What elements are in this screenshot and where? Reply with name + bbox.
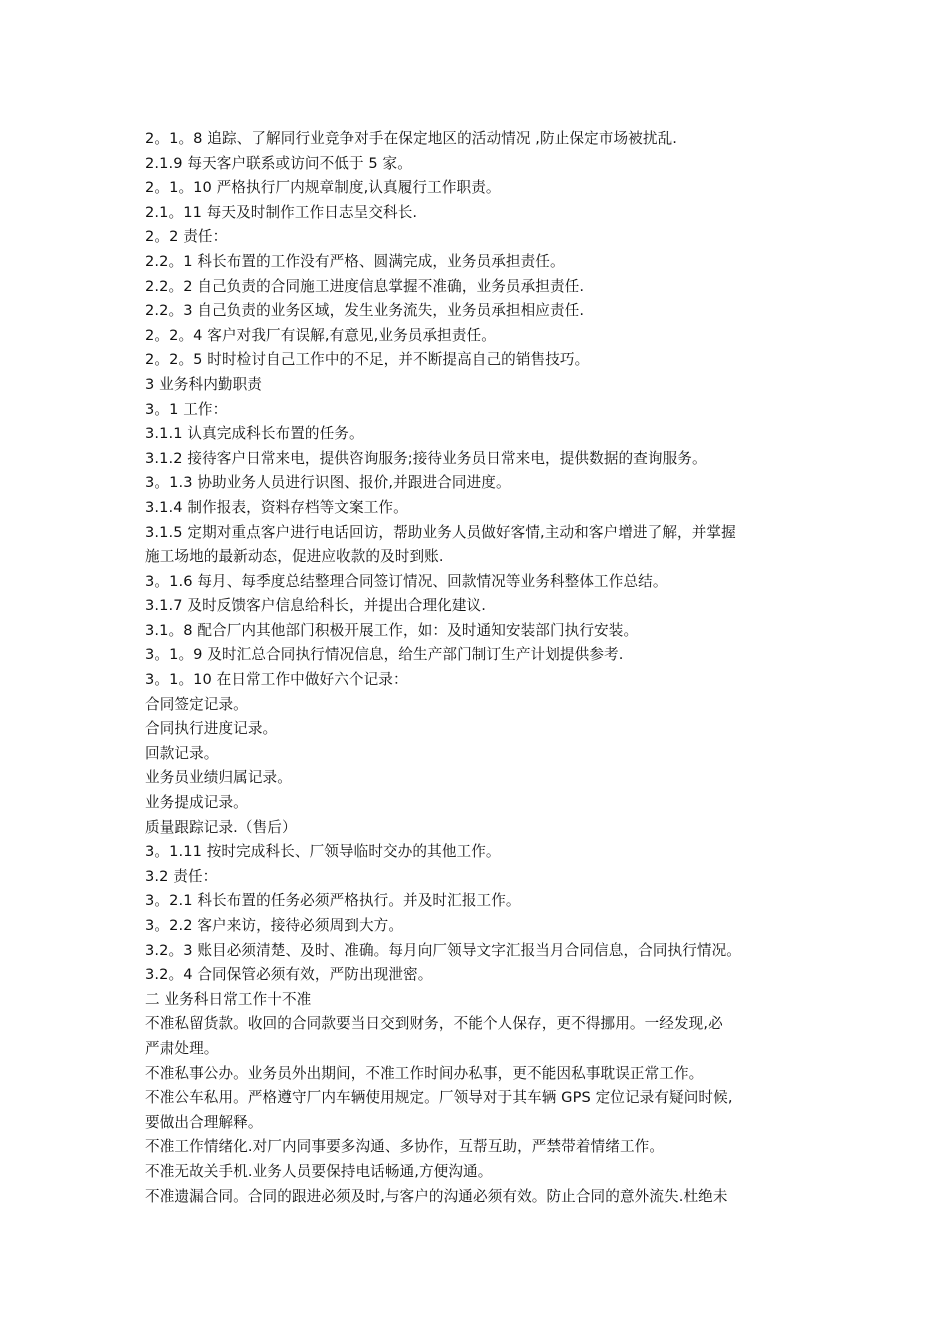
- text-line: 3。1.11 按时完成科长、厂领导临时交办的其他工作。: [145, 843, 501, 861]
- text-line: 3.1.5 定期对重点客户进行电话回访，帮助业务人员做好客情,主动和客户增进了解，并掌握: [145, 523, 736, 541]
- text-line: 不准工作情绪化.对厂内同事要多沟通、多协作，互帮互助，严禁带着情绪工作。: [145, 1138, 665, 1156]
- text-line: 2。2。4 客户对我厂有误解,有意见,业务员承担责任。: [145, 326, 496, 344]
- text-line: 2.2。1 科长布置的工作没有严格、圆满完成，业务员承担责任。: [145, 252, 565, 270]
- text-line: 2。1。8 追踪、了解同行业竞争对手在保定地区的活动情况 ,防止保定市场被扰乱.: [145, 130, 678, 147]
- text-line: 3.1.2 接待客户日常来电，提供咨询服务;接待业务员日常来电，提供数据的查询服务。: [145, 449, 707, 467]
- text-line: 3.1.4 制作报表，资料存档等文案工作。: [145, 498, 408, 516]
- text-line: 3。2.1 科长布置的任务必须严格执行。并及时汇报工作。: [145, 892, 521, 910]
- text-line: 2.2。3 自己负责的业务区域，发生业务流失，业务员承担相应责任.: [145, 302, 585, 320]
- section-heading: 3.2 责任：: [145, 867, 218, 885]
- text-line: 3.2。3 账目必须清楚、及时、准确。每月向厂领导文字汇报当月合同信息，合同执行情况。: [145, 941, 741, 959]
- record-item: 质量跟踪记录.（售后）: [145, 818, 297, 836]
- record-item: 合同执行进度记录。: [145, 720, 278, 738]
- section-heading: 2。2 责任：: [145, 228, 228, 246]
- record-item: 合同签定记录。: [145, 695, 248, 713]
- text-line: 严肃处理。: [145, 1039, 219, 1057]
- section-heading: 3 业务科内勤职责: [145, 375, 262, 393]
- text-line: 3。2.2 客户来访，接待必须周到大方。: [145, 917, 404, 934]
- text-line: 不准私留货款。收回的合同款要当日交到财务，不能个人保存，更不得挪用。一经发现,必: [145, 1015, 723, 1033]
- record-item: 业务员业绩归属记录。: [145, 769, 292, 787]
- text-line: 3.1。8 配合厂内其他部门积极开展工作，如：及时通知安装部门执行安装。: [145, 621, 639, 639]
- text-line: 3。1.6 每月、每季度总结整理合同签订情况、回款情况等业务科整体工作总结。: [145, 572, 668, 590]
- section-heading: 二 业务科日常工作十不准: [145, 990, 312, 1008]
- text-line: 3。1。9 及时汇总合同执行情况信息，给生产部门制订生产计划提供参考.: [145, 646, 624, 664]
- text-line: 3。1。10 在日常工作中做好六个记录：: [145, 671, 408, 689]
- text-line: 2。2。5 时时检讨自己工作中的不足，并不断提高自己的销售技巧。: [145, 351, 590, 369]
- record-item: 回款记录。: [145, 744, 219, 762]
- text-line: 2.1.9 每天客户联系或访问不低于 5 家。: [145, 154, 412, 172]
- text-line: 要做出合理解释。: [145, 1113, 263, 1131]
- text-line: 3.1.1 认真完成科长布置的任务。: [145, 425, 364, 443]
- text-line: 不准私事公办。业务员外出期间，不准工作时间办私事，更不能因私事耽误正常工作。: [145, 1064, 704, 1082]
- text-line: 2.2。2 自己负责的合同施工进度信息掌握不准确，业务员承担责任.: [145, 277, 585, 295]
- text-line: 施工场地的最新动态，促进应收款的及时到账.: [145, 548, 444, 566]
- text-line: 3。1.3 协助业务人员进行识图、报价,并跟进合同进度。: [145, 474, 511, 492]
- text-line: 3.1.7 及时反馈客户信息给科长，并提出合理化建议.: [145, 597, 486, 615]
- text-line: 3.2。4 合同保管必须有效，严防出现泄密。: [145, 966, 433, 984]
- text-line: 不准公车私用。严格遵守厂内车辆使用规定。厂领导对于其车辆 GPS 定位记录有疑问时候,: [145, 1089, 733, 1107]
- section-heading: 3。1 工作：: [145, 400, 228, 418]
- text-line: 不准无故关手机.业务人员要保持电话畅通,方便沟通。: [145, 1162, 493, 1180]
- text-line: 不准遗漏合同。合同的跟进必须及时,与客户的沟通必须有效。防止合同的意外流失.杜绝未: [145, 1187, 728, 1205]
- text-line: 2.1。11 每天及时制作工作日志呈交科长.: [145, 203, 418, 221]
- record-item: 业务提成记录。: [145, 794, 248, 812]
- text-line: 2。1。10 严格执行厂内规章制度,认真履行工作职责。: [145, 179, 501, 197]
- document-body: [145, 127, 815, 1209]
